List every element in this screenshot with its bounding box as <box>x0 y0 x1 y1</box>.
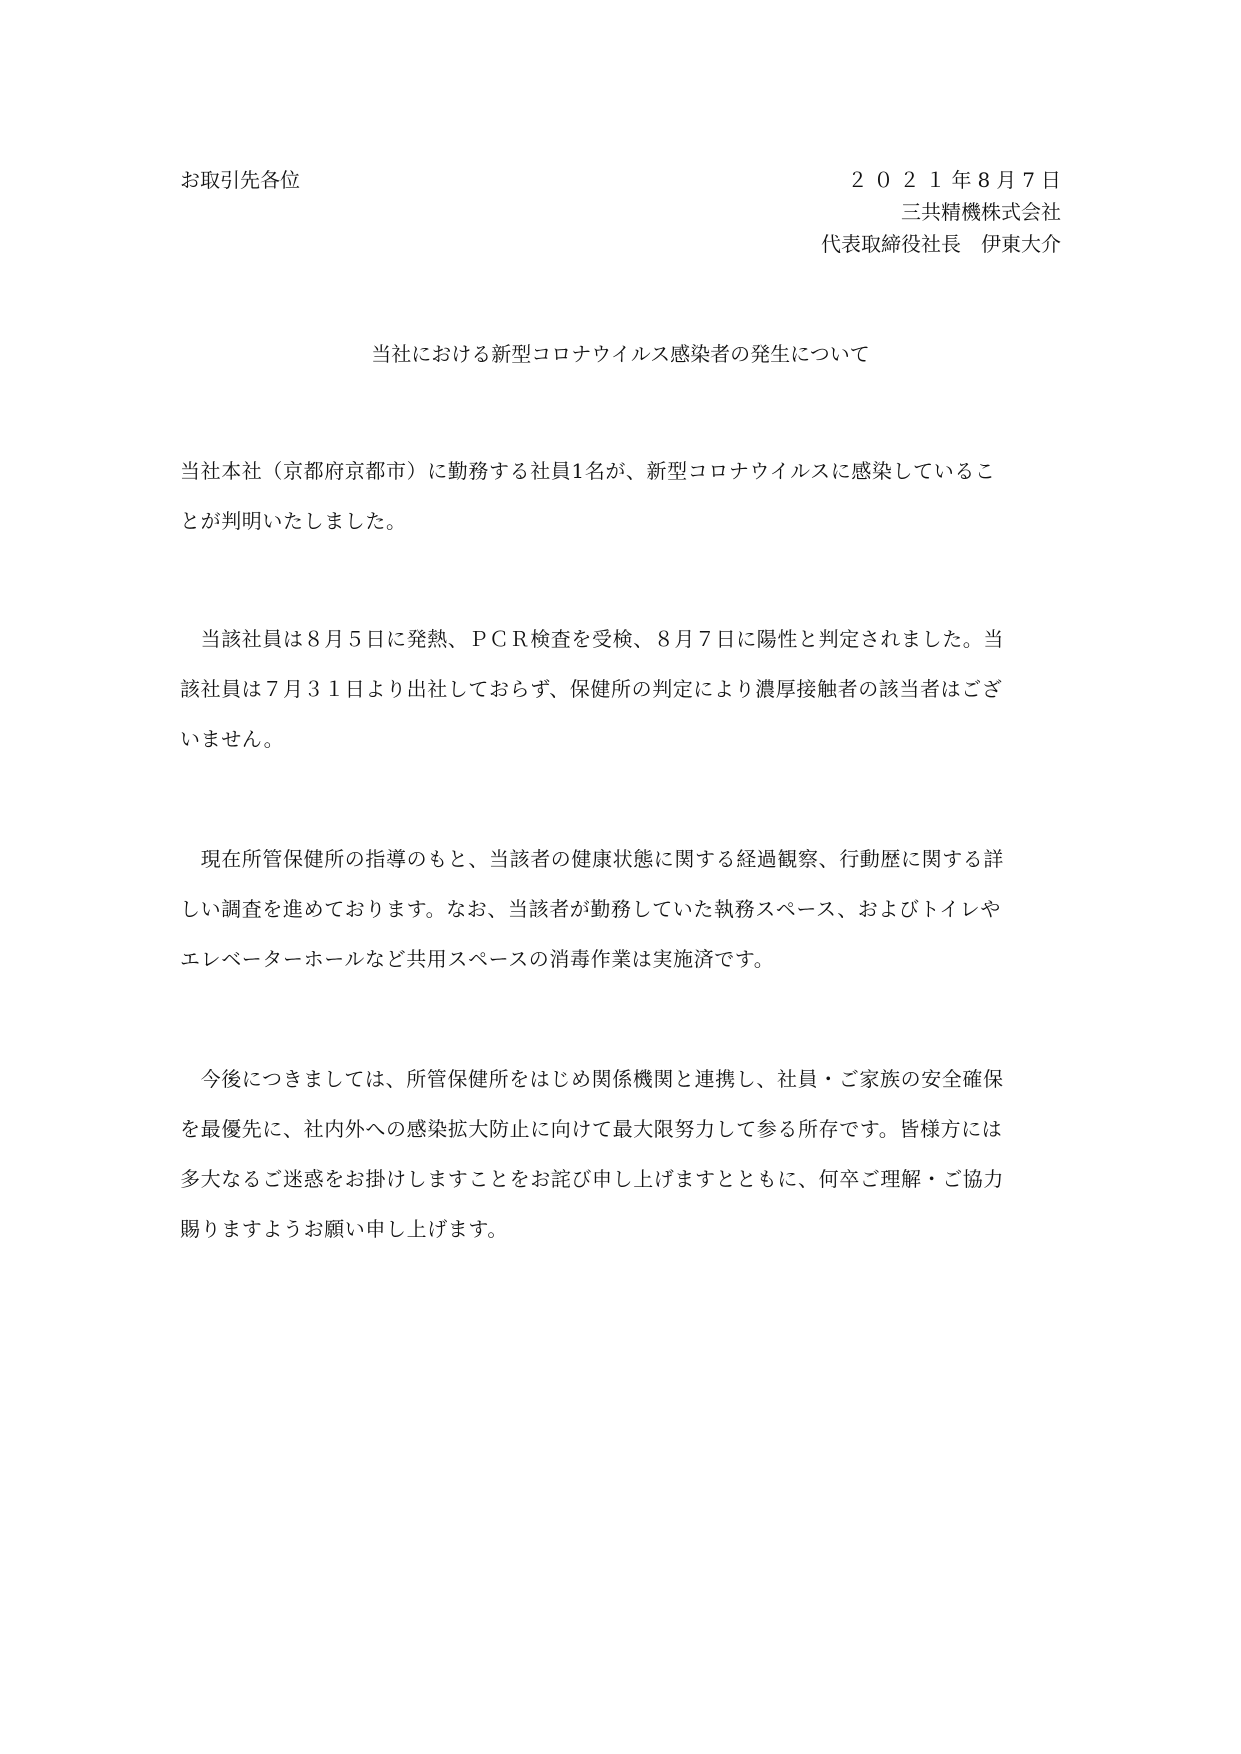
paragraph-line: エレベーターホールなど共用スペースの消毒作業は実施済です。 <box>180 947 775 971</box>
paragraph-2 <box>180 614 1061 764</box>
paragraph-line: 多大なるご迷惑をお掛けしますことをお詫び申し上げますとともに、何卒ご理解・ご協力 <box>180 1167 1004 1191</box>
recipient: お取引先各位 <box>180 168 300 192</box>
document-title: 当社における新型コロナウイルス感染者の発生について <box>371 342 870 366</box>
issue-date: ２０２１年8月7日 <box>847 168 1067 192</box>
representative-name: 代表取締役社長 伊東大介 <box>821 232 1061 256</box>
paragraph-line: 該社員は７月３１日より出社しておらず、保健所の判定により濃厚接触者の該当者はござ <box>180 677 1003 701</box>
paragraph-line: 当該社員は８月５日に発熱、ＰＣＲ検査を受検、８月７日に陽性と判定されました。当 <box>180 627 1004 651</box>
paragraph-line: とが判明いたしました。 <box>180 509 407 533</box>
sender-block <box>821 164 1067 260</box>
paragraph-4 <box>180 1054 1061 1254</box>
paragraph-line: 当社本社（京都府京都市）に勤務する社員1名が、新型コロナウイルスに感染しているこ <box>180 459 996 483</box>
paragraph-line: しい調査を進めております。なお、当該者が勤務していた執務スペース、およびトイレや <box>180 897 1001 921</box>
paragraph-line: 今後につきましては、所管保健所をはじめ関係機関と連携し、社員・ご家族の安全確保 <box>180 1067 1004 1091</box>
paragraph-line: を最優先に、社内外への感染拡大防止に向けて最大限努力して参る所存です。皆様方には <box>180 1117 1003 1141</box>
company-name: 三共精機株式会社 <box>901 200 1061 224</box>
paragraph-line: 現在所管保健所の指導のもと、当該者の健康状態に関する経過観察、行動歴に関する詳 <box>180 847 1004 871</box>
paragraph-line: 賜りますようお願い申し上げます。 <box>180 1217 508 1241</box>
paragraph-3 <box>180 834 1061 984</box>
paragraph-line: いません。 <box>180 727 285 751</box>
paragraph-1 <box>180 446 1061 546</box>
